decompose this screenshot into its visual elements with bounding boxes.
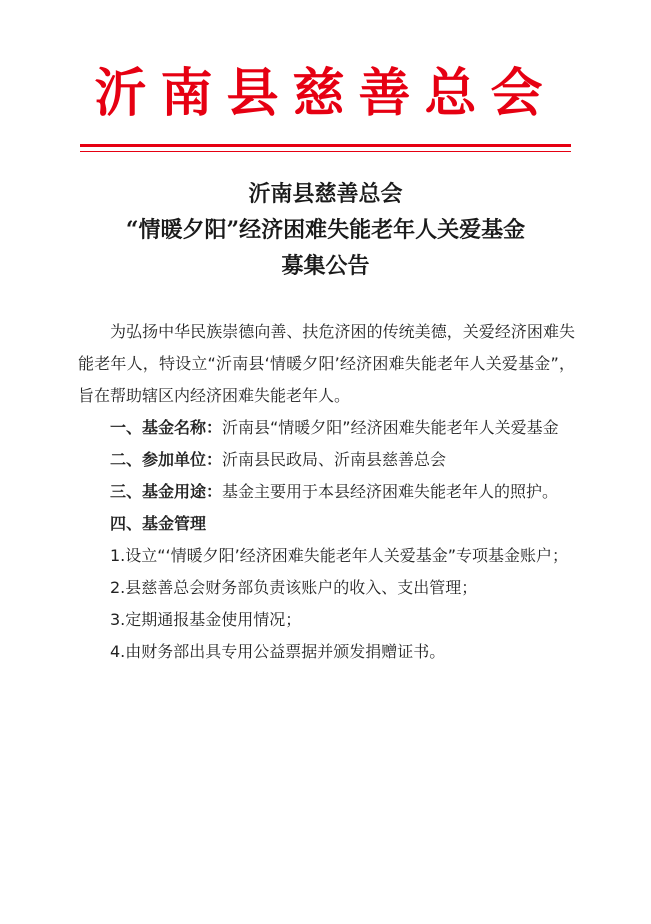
document-title xyxy=(60,176,591,284)
usage-paragraph xyxy=(78,476,575,508)
title-line-2: “情暖夕阳”经济困难失能老年人关爱基金 xyxy=(125,217,526,243)
management-item-2: 2.县慈善总会财务部负责该账户的收入、支出管理； xyxy=(110,578,478,597)
fund-name-value: 沂南县“情暖夕阳”经济困难失能老年人关爱基金 xyxy=(222,418,559,437)
usage-value: 基金主要用于本县经济困难失能老年人的照护。 xyxy=(222,482,559,501)
fund-name-label: 一、基金名称： xyxy=(110,418,223,437)
units-paragraph xyxy=(78,444,575,476)
management-heading: 四、基金管理 xyxy=(110,514,207,533)
units-value: 沂南县民政局、沂南县慈善总会 xyxy=(222,450,447,469)
management-item-3: 3.定期通报基金使用情况； xyxy=(110,610,302,629)
organization-letterhead: 沂南县慈善总会 xyxy=(94,63,557,124)
letterhead-rule-thin xyxy=(80,151,571,152)
title-line-1: 沂南县慈善总会 xyxy=(248,181,403,207)
management-item-4: 4.由财务部出具专用公益票据并颁发捐赠证书。 xyxy=(110,642,446,661)
fund-name-paragraph xyxy=(78,412,575,444)
units-label: 二、参加单位： xyxy=(110,450,223,469)
title-line-3: 募集公告 xyxy=(281,253,370,279)
usage-label: 三、基金用途： xyxy=(110,482,223,501)
intro-paragraph: 为弘扬中华民族崇德向善、扶危济困的传统美德，关爱经济困难失能老年人，特设立“沂南县‘情暖夕阳’经济困难失能老年人关爱基金”，旨在帮助辖区内经济困难失能老年人。 xyxy=(78,322,575,405)
document-body xyxy=(78,316,575,668)
letterhead-rule-thick xyxy=(80,144,571,147)
management-item-1: 1.设立“‘情暖夕阳’经济困难失能老年人关爱基金”专项基金账户； xyxy=(110,546,569,565)
